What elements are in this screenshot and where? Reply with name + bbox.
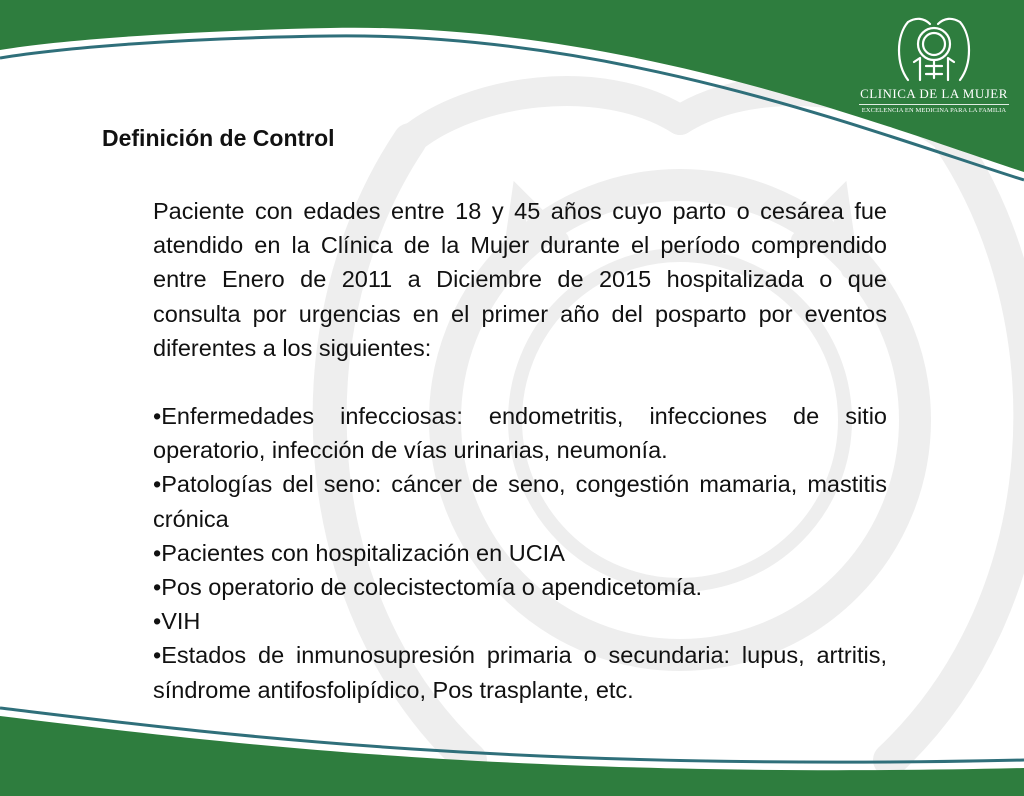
- list-item: •Patologías del seno: cáncer de seno, congestión mamaria, mastitis crónica: [153, 471, 887, 532]
- exclusion-list: [153, 399, 887, 707]
- brand-divider: [859, 104, 1009, 105]
- slide-title: Definición de Control: [102, 125, 335, 151]
- slide-body: [153, 194, 887, 707]
- clinic-emblem-icon: [894, 14, 974, 84]
- list-item: •Pacientes con hospitalización en UCIA: [153, 539, 565, 566]
- list-item: •Estados de inmunosupresión primaria o secundaria: lupus, artritis, síndrome antifosfolipídico, Pos trasplante, etc.: [153, 642, 887, 703]
- list-item: •Enfermedades infecciosas: endometritis, infecciones de sitio operatorio, infección de vías urinarias, neumonía.: [153, 403, 887, 464]
- brand-name: CLINICA DE LA MUJER: [860, 86, 1008, 101]
- intro-paragraph: Paciente con edades entre 18 y 45 años cuyo parto o cesárea fue atendido en la Clínica de la Mujer durante el período comprendido entre Enero de 2011 a Diciembre de 2015 hospitalizada o que consulta por urgencias en el primer año del posparto por eventos diferentes a los siguientes:: [153, 198, 887, 361]
- list-item: •Pos operatorio de colecistectomía o apendicetomía.: [153, 574, 703, 601]
- list-item: •VIH: [153, 608, 201, 635]
- brand-tagline: EXCELENCIA EN MEDICINA PARA LA FAMILIA: [861, 107, 1007, 114]
- brand-logo: [854, 14, 1014, 119]
